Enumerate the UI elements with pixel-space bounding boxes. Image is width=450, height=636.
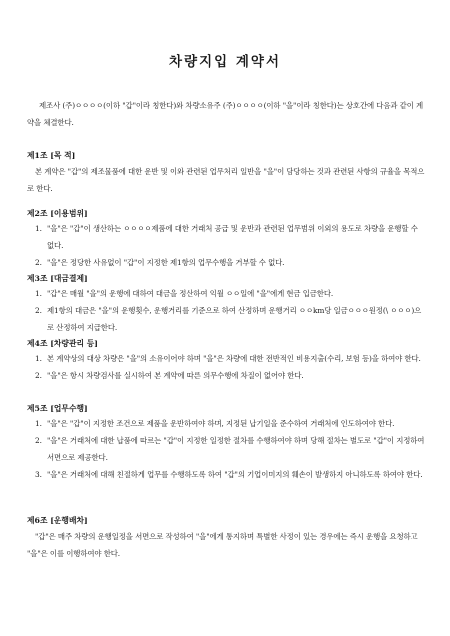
article-2-list <box>27 220 427 271</box>
item-number: 1. <box>35 419 42 428</box>
item-text: "을"은 정당한 사유없이 "갑"이 지정한 제1항의 업무수행을 거부할 수 없다. <box>47 258 285 267</box>
item-text: 제1항의 대금은 "을"의 운행횟수, 운행거리를 기준으로 하여 산정하며 운행거리 ㅇㅇkm당 일금ㅇㅇㅇ원정(\ ㅇㅇㅇ)으로 산정하여 지급한다. <box>47 306 422 332</box>
list-item <box>27 367 427 384</box>
item-text: 본 계약상의 대상 차량은 "을"의 소유이어야 하며 "을"은 차량에 대한 전반적인 비용지출(수리, 보험 등)을 하여야 한다. <box>47 354 421 363</box>
item-number: 1. <box>35 224 42 233</box>
document-title: 차량지입 계약서 <box>169 54 281 70</box>
list-item <box>27 285 427 302</box>
item-number: 1. <box>35 354 42 363</box>
item-text: "을"은 "갑"이 생산하는 ㅇㅇㅇㅇ제품에 대한 거래처 공급 및 운반과 관련된 업무범위 이외의 용도로 차량을 운행할 수 없다. <box>47 224 418 250</box>
list-item <box>27 466 427 483</box>
item-number: 2. <box>35 371 42 380</box>
article-2-heading: 제2조 [이용범위] <box>27 209 88 218</box>
intro-paragraph: 제조사 (주)ㅇㅇㅇㅇ(이하 "갑"이라 칭한다)와 차량소유주 (주)ㅇㅇㅇㅇ(이하 "을"이라 칭한다)는 상호간에 다음과 같이 계약을 체결한다. <box>27 101 424 127</box>
item-number: 2. <box>35 436 42 445</box>
list-item <box>27 350 427 367</box>
item-number: 1. <box>35 289 42 298</box>
article-3-heading: 제3조 [대금결제] <box>27 274 88 283</box>
article-4-heading: 제4조 [차량관리 등] <box>27 339 98 348</box>
item-text: "갑"은 매월 "을"의 운행에 대하여 대금을 정산하여 익월 ㅇㅇ일에 "을"에게 현금 입금한다. <box>47 289 334 298</box>
article-6-text: "갑"은 매주 차량의 운행일정을 서면으로 작성하여 "을"에게 통지하며 특별한 사정이 있는 경우에는 즉시 운행을 요청하고 "을"은 이를 이행하여야 한다. <box>27 532 418 558</box>
item-text: "을"은 "갑"이 지정한 조건으로 제품을 운반하여야 하며, 지정된 납기일을 준수하여 거래처에 인도하여야 한다. <box>47 419 395 428</box>
item-number: 2. <box>35 306 42 315</box>
article-6-heading: 제6조 [운행배차] <box>27 516 88 525</box>
article-4-list <box>27 350 427 384</box>
article-1-heading: 제1조 [목 적] <box>27 151 76 160</box>
item-text: "을"은 항시 차량검사를 실시하여 본 계약에 따른 의무수행에 차질이 없어야 한다. <box>47 371 304 380</box>
list-item <box>27 220 427 254</box>
article-3-list <box>27 285 427 336</box>
list-item <box>27 302 427 336</box>
list-item <box>27 254 427 271</box>
item-number: 3. <box>35 470 42 479</box>
list-item <box>27 415 427 432</box>
item-text: "을"은 거래처에 대해 친절하게 업무를 수행하도록 하여 "갑"의 기업이미지의 훼손이 발생하지 아니하도록 하여야 한다. <box>47 470 423 479</box>
article-1-text: 본 계약은 "갑"의 제조물품에 대한 운반 및 이와 관련된 업무처리 일반을 "을"이 담당하는 것과 관련된 사항의 규율을 목적으로 한다. <box>27 167 425 193</box>
item-number: 2. <box>35 258 42 267</box>
item-text: "을"은 거래처에 대한 납품에 따르는 "갑"이 지정한 일정한 절차를 수행하여야 하며 당해 절차는 별도로 "갑"이 지정하여 서면으로 제공한다. <box>47 436 425 462</box>
article-5-list <box>27 415 427 483</box>
article-5-heading: 제5조 [업무수행] <box>27 404 88 413</box>
list-item <box>27 432 427 466</box>
